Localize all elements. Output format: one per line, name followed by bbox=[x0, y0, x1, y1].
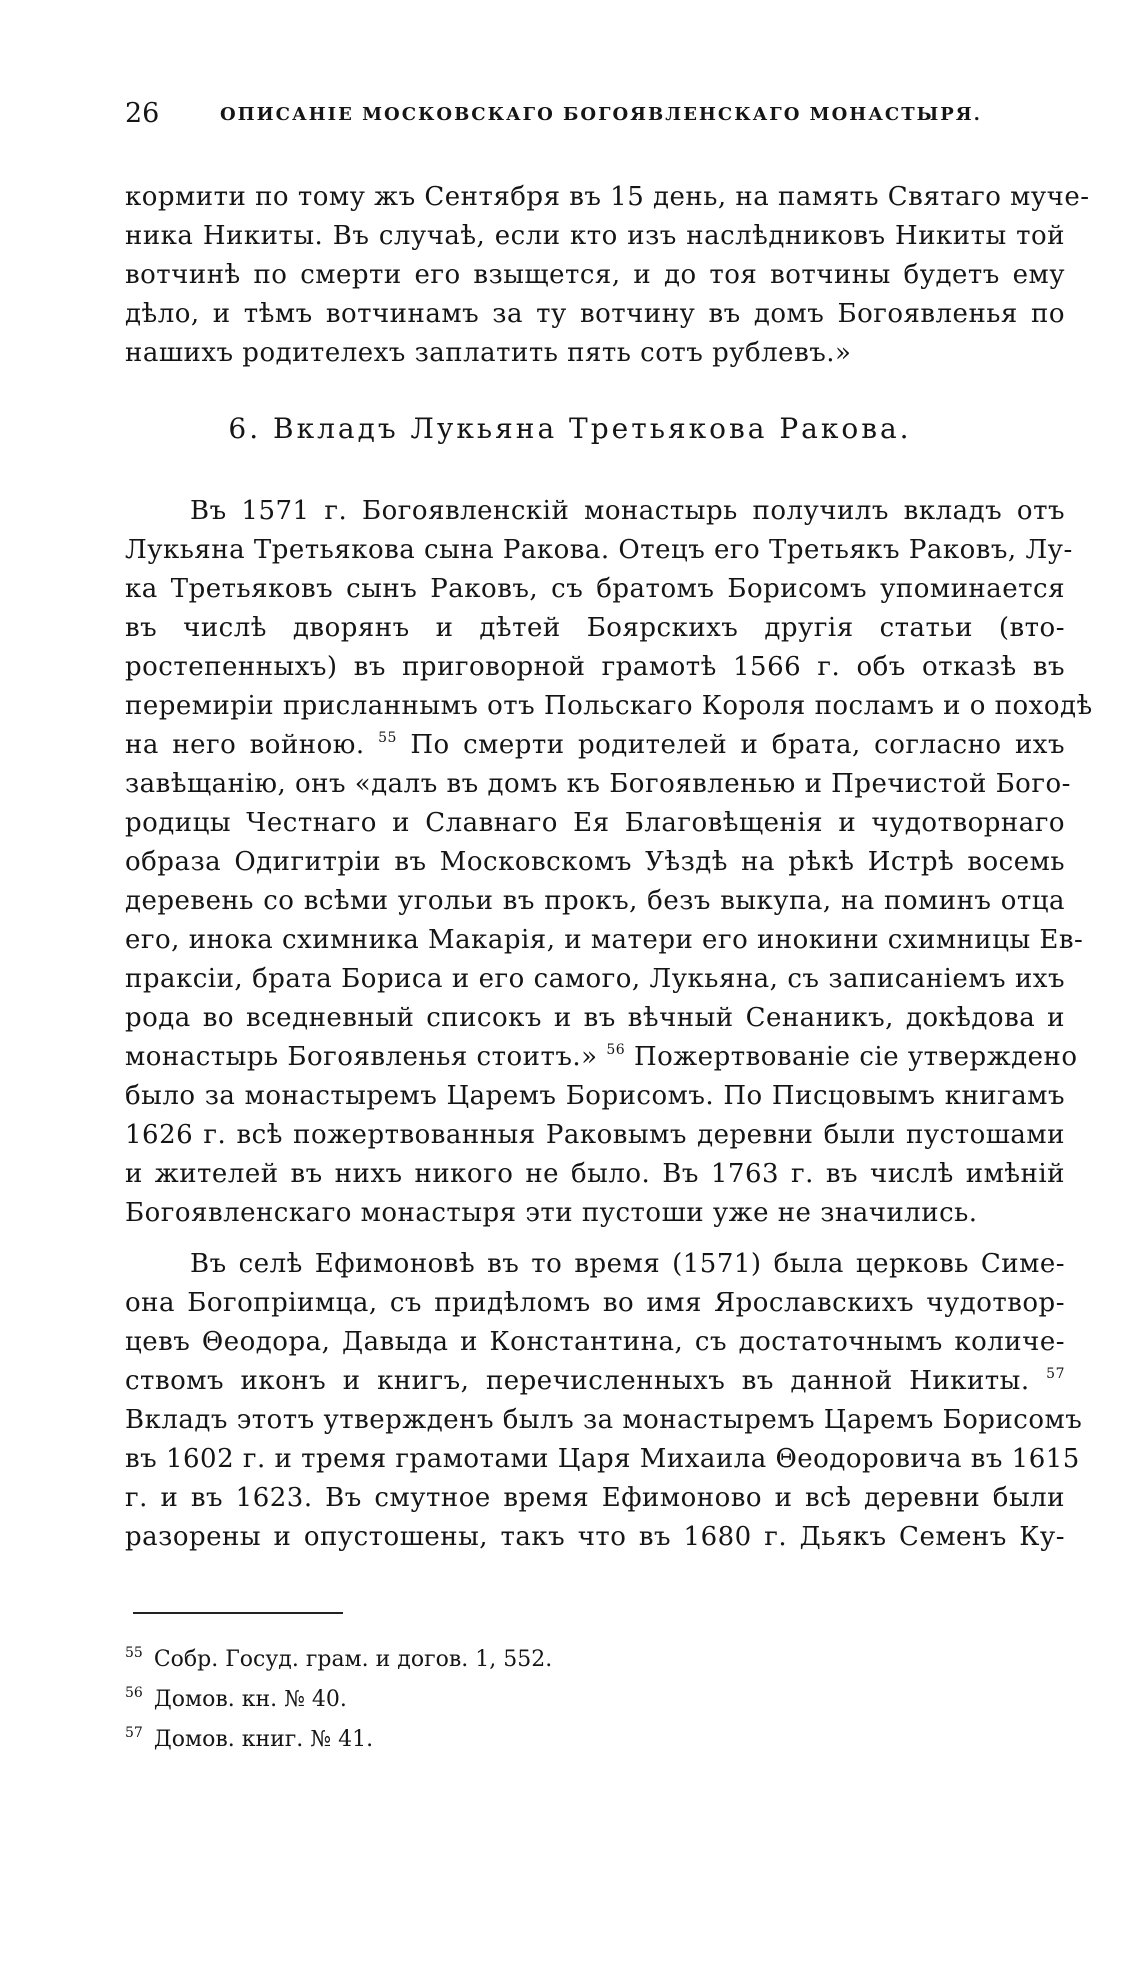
text-line: рода во вседневный списокъ и въ вѣчный Сенаникъ, докѣдова и bbox=[125, 1003, 1065, 1033]
text-segment: монастырь Богоявленья стоитъ.» bbox=[125, 1042, 598, 1072]
text-line: родицы Честнаго и Славнаго Ея Благовѣщенія и чудотворнаго bbox=[125, 808, 1065, 838]
text-line bbox=[125, 1038, 1078, 1077]
text-line: г. и въ 1623. Въ смутное время Ефимоново и всѣ деревни были bbox=[125, 1483, 1065, 1513]
text-line: образа Одигитріи въ Московскомъ Уѣздѣ на рѣкѣ Истрѣ восемь bbox=[125, 847, 1065, 877]
footnote-ref: 57 bbox=[1046, 1366, 1065, 1382]
text-line: перемиріи присланнымъ отъ Польскаго Короля посламъ и о походѣ bbox=[125, 691, 1093, 721]
text-segment: Пожертвованіе сіе утверждено bbox=[633, 1042, 1078, 1072]
text-line bbox=[125, 726, 1065, 765]
text-line: дѣло, и тѣмъ вотчинамъ за ту вотчину въ домъ Богоявленья по bbox=[125, 299, 1065, 329]
text-line: цевъ Θеодора, Давыда и Константина, съ достаточнымъ количе- bbox=[125, 1327, 1065, 1357]
text-line: завѣщанію, онъ «далъ въ домъ къ Богоявленью и Пречистой Бого- bbox=[125, 769, 1071, 799]
text-segment: на него войною. bbox=[125, 730, 365, 760]
paragraph-two bbox=[125, 1245, 1083, 1557]
text-line: праксіи, брата Бориса и его самого, Лукьяна, съ записаніемъ ихъ bbox=[125, 964, 1065, 994]
text-segment: По смерти родителей и брата, согласно ихъ bbox=[410, 730, 1066, 760]
text-line: ростепенныхъ) въ приговорной грамотѣ 1566 г. объ отказѣ въ bbox=[125, 652, 1065, 682]
text-line: въ 1602 г. и тремя грамотами Царя Михаила Θеодоровича въ 1615 bbox=[125, 1444, 1080, 1474]
text-line: деревень со всѣми угольи въ прокъ, безъ выкупа, на поминъ отца bbox=[125, 886, 1065, 916]
text-line: ка Третьяковъ сынъ Раковъ, съ братомъ Борисомъ упоминается bbox=[125, 574, 1065, 604]
section-heading: 6. Вкладъ Лукьяна Третьякова Ракова. bbox=[228, 412, 912, 445]
text-line: Въ 1571 г. Богоявленскій монастырь получилъ вкладъ отъ bbox=[190, 496, 1065, 526]
footnote bbox=[125, 1713, 725, 1753]
text-line: вотчинѣ по смерти его взыщется, и до тоя вотчины будетъ ему bbox=[125, 260, 1065, 290]
text-line: кормити по тому жъ Сентября въ 15 день, на память Святаго муче- bbox=[125, 182, 1090, 212]
text-line bbox=[125, 1362, 1065, 1401]
running-title: ОПИСАНІЕ МОСКОВСКАГО БОГОЯВЛЕНСКАГО МОНАСТЫРЯ. bbox=[220, 104, 982, 125]
text-line: она Богопріимца, съ придѣломъ во имя Ярославскихъ чудотвор- bbox=[125, 1288, 1065, 1318]
text-line: нашихъ родителехъ заплатить пять сотъ рублевъ.» bbox=[125, 338, 852, 368]
text-line: его, инока схимника Макарія, и матери его инокини схимницы Ев- bbox=[125, 925, 1084, 955]
footnote bbox=[125, 1633, 725, 1673]
footnote-ref: 56 bbox=[606, 1042, 626, 1058]
footnote-text: Домов. кн. № 40. bbox=[153, 1687, 347, 1712]
footnotes bbox=[125, 1633, 725, 1753]
text-line: 1626 г. всѣ пожертвованныя Раковымъ деревни были пустошами bbox=[125, 1120, 1065, 1150]
footnote bbox=[125, 1673, 725, 1713]
paragraph-top bbox=[125, 178, 1090, 373]
footnote-number: 55 bbox=[125, 1645, 143, 1661]
text-segment: ствомъ иконъ и книгъ, перечисленныхъ въ данной Никиты. bbox=[125, 1366, 1030, 1396]
footnote-ref: 55 bbox=[378, 730, 397, 746]
text-line: Въ селѣ Ефимоновѣ въ то время (1571) была церковь Симе- bbox=[190, 1249, 1065, 1279]
text-line: Вкладъ этотъ утвержденъ былъ за монастыремъ Царемъ Борисомъ bbox=[125, 1405, 1083, 1435]
text-line: въ числѣ дворянъ и дѣтей Боярскихъ другія статьи (вто- bbox=[125, 613, 1065, 643]
paragraph-one bbox=[125, 492, 1093, 1233]
footnote-divider bbox=[133, 1612, 343, 1614]
text-line: Лукьяна Третьякова сына Ракова. Отецъ его Третьякъ Раковъ, Лу- bbox=[125, 535, 1073, 565]
footnote-text: Собр. Госуд. грам. и догов. 1, 552. bbox=[153, 1647, 553, 1672]
page-number: 26 bbox=[125, 98, 160, 129]
footnote-text: Домов. книг. № 41. bbox=[153, 1727, 374, 1752]
text-line: ника Никиты. Въ случаѣ, если кто изъ наслѣдниковъ Никиты той bbox=[125, 221, 1065, 251]
text-line: и жителей въ нихъ никого не было. Въ 1763 г. въ числѣ имѣній bbox=[125, 1159, 1065, 1189]
text-line: Богоявленскаго монастыря эти пустоши уже не значились. bbox=[125, 1198, 978, 1228]
footnote-number: 56 bbox=[125, 1685, 143, 1701]
footnote-number: 57 bbox=[125, 1725, 143, 1741]
text-line: было за монастыремъ Царемъ Борисомъ. По Писцовымъ книгамъ bbox=[125, 1081, 1065, 1111]
text-line: разорены и опустошены, такъ что въ 1680 г. Дьякъ Семенъ Ку- bbox=[125, 1522, 1065, 1552]
page-header bbox=[125, 98, 982, 138]
